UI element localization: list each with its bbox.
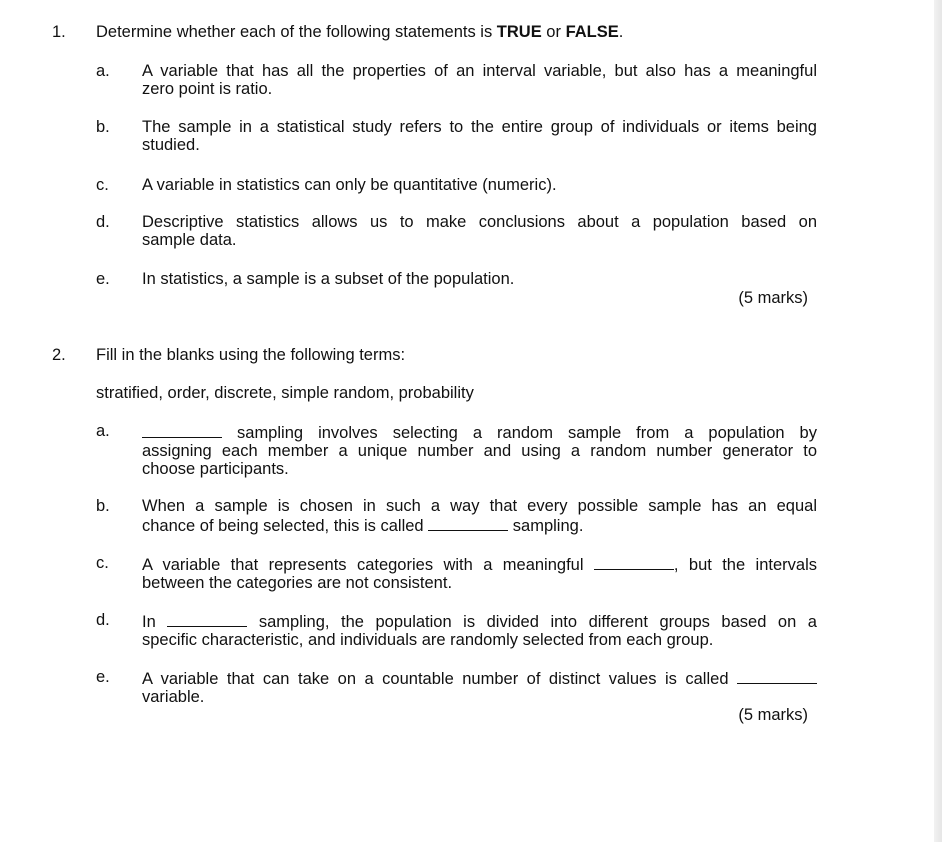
q1-item-a: A variable that has all the properties of an interval variable, but also has a meaningful zero point is ratio. [142,62,817,98]
q1-item-e: In statistics, a sample is a subset of the population. [142,270,515,288]
q2-item-d: In sampling, the population is divided into different groups based on a specific characteristic, and individuals are randomly selected from each group. [142,613,817,649]
q2-item-a: sampling involves selecting a random sample from a population by assigning each member a unique number and using a random number generator to choose participants. [142,424,817,478]
q2-item-letter: b. [96,497,110,515]
question-1-number: 1. [52,23,66,41]
q1-item-letter: a. [96,62,110,80]
q1-item-letter: b. [96,118,110,136]
answer-blank[interactable] [167,611,247,627]
q2-item-letter: a. [96,422,110,440]
true-keyword: TRUE [496,23,542,41]
false-keyword: FALSE [565,23,619,41]
q2-item-letter: d. [96,611,110,629]
q1-item-d: Descriptive statistics allows us to make conclusions about a population based on sample data. [142,213,817,249]
answer-blank[interactable] [594,554,674,570]
question-2-number: 2. [52,346,66,364]
q2-item-c: A variable that represents categories with a meaningful , but the intervals between the categories are not consistent. [142,556,817,592]
q1-item-letter: e. [96,270,110,288]
answer-blank[interactable] [737,668,817,684]
q2-item-letter: c. [96,554,109,572]
question-1-instruction: Determine whether each of the following statements is TRUE or FALSE. [96,23,624,41]
q2-marks: (5 marks) [738,706,808,724]
q1-item-c: A variable in statistics can only be quantitative (numeric). [142,176,557,194]
question-2-instruction: Fill in the blanks using the following terms: [96,346,406,364]
q1-marks: (5 marks) [738,289,808,307]
q1-item-letter: d. [96,213,110,231]
term-list: stratified, order, discrete, simple random, probability [96,384,474,402]
q2-item-e: A variable that can take on a countable number of distinct values is called variable. [142,668,817,706]
answer-blank[interactable] [428,515,508,531]
q1-item-letter: c. [96,176,109,194]
answer-blank[interactable] [142,422,222,438]
q2-item-letter: e. [96,668,110,686]
q2-item-b: When a sample is chosen in such a way that every possible sample has an equal chance of being selected, this is called sampling. [142,497,817,535]
q1-item-b: The sample in a statistical study refers to the entire group of individuals or items being studied. [142,118,817,154]
page-edge-shadow [934,0,942,842]
